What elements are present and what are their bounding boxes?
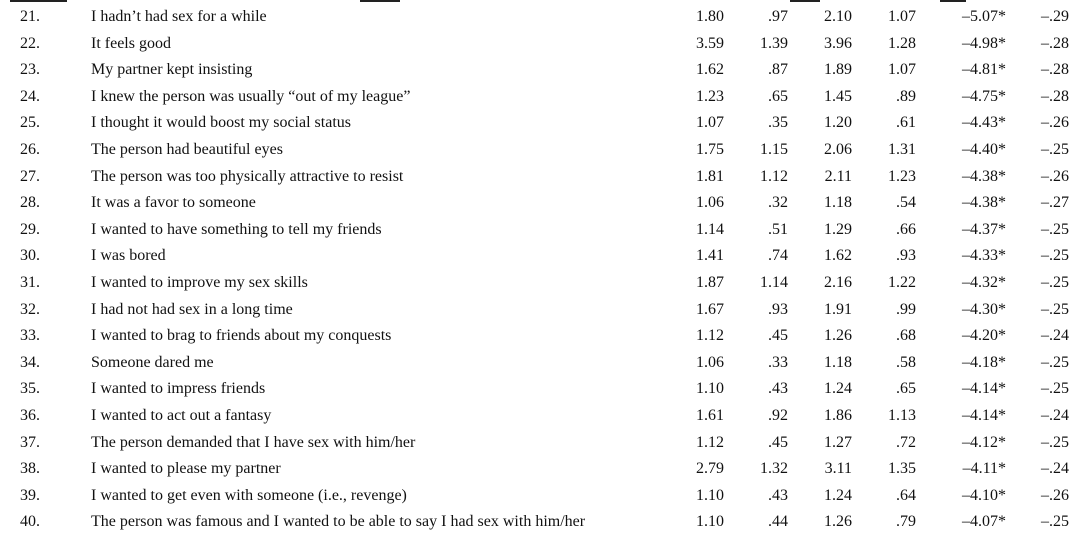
t-value: –4.30* [962,300,1006,318]
sd-2: .54 [896,194,916,212]
mean-1: 1.10 [696,513,724,531]
table-row [0,190,1069,217]
item-number: 36. [20,406,40,424]
effect-size: –.28 [1041,61,1069,79]
mean-2: 1.29 [824,220,852,238]
table-row [0,376,1069,403]
item-text: I knew the person was usually “out of my league” [91,87,411,105]
t-value: –4.12* [962,433,1006,451]
sd-1: .44 [768,513,788,531]
sd-1: .93 [768,300,788,318]
effect-size: –.25 [1041,273,1069,291]
item-number: 32. [20,300,40,318]
mean-1: 1.23 [696,87,724,105]
effect-size: –.25 [1041,300,1069,318]
sd-2: .79 [896,513,916,531]
effect-size: –.24 [1041,327,1069,345]
item-number: 26. [20,140,40,158]
sd-1: .45 [768,433,788,451]
table-row [0,456,1069,483]
mean-2: 1.24 [824,380,852,398]
sd-2: 1.07 [888,8,916,25]
t-value: –4.18* [962,353,1006,371]
t-value: –4.40* [962,140,1006,158]
table-body [0,4,1069,536]
item-number: 21. [20,8,40,25]
sd-1: 1.32 [760,460,788,478]
mean-1: 1.62 [696,61,724,79]
mean-1: 1.87 [696,273,724,291]
mean-2: 2.06 [824,140,852,158]
sd-1: 1.14 [760,273,788,291]
item-number: 28. [20,194,40,212]
item-number: 22. [20,34,40,52]
mean-1: 2.79 [696,460,724,478]
t-value: –4.10* [962,486,1006,504]
mean-2: 2.16 [824,273,852,291]
sd-1: .97 [768,8,788,25]
mean-1: 1.12 [696,433,724,451]
item-number: 40. [20,513,40,531]
item-text: I hadn’t had sex for a while [91,8,267,25]
sd-2: 1.23 [888,167,916,185]
mean-2: 1.20 [824,114,852,132]
mean-2: 1.27 [824,433,852,451]
sd-2: .89 [896,87,916,105]
item-text: I wanted to get even with someone (i.e., revenge) [91,486,407,504]
mean-2: 1.45 [824,87,852,105]
effect-size: –.29 [1041,8,1069,25]
mean-2: 2.11 [824,167,852,185]
item-number: 38. [20,460,40,478]
table-row [0,217,1069,244]
t-value: –4.37* [962,220,1006,238]
sd-2: 1.28 [888,34,916,52]
table-row [0,243,1069,270]
t-value: –4.81* [962,61,1006,79]
table-row [0,509,1069,536]
t-value: –4.07* [962,513,1006,531]
sd-2: .72 [896,433,916,451]
effect-size: –.25 [1041,513,1069,531]
mean-1: 1.10 [696,486,724,504]
mean-2: 3.96 [824,34,852,52]
item-number: 29. [20,220,40,238]
effect-size: –.24 [1041,406,1069,424]
table-row [0,403,1069,430]
t-value: –4.38* [962,167,1006,185]
effect-size: –.24 [1041,460,1069,478]
item-text: I had not had sex in a long time [91,300,293,318]
effect-size: –.26 [1041,167,1069,185]
mean-1: 3.59 [696,34,724,52]
sd-1: .45 [768,327,788,345]
sd-1: .43 [768,486,788,504]
mean-1: 1.06 [696,353,724,371]
top-rule-fragments [0,0,1091,2]
effect-size: –.25 [1041,353,1069,371]
sd-1: .32 [768,194,788,212]
item-text: I wanted to act out a fantasy [91,406,272,424]
table-row [0,57,1069,84]
mean-2: 1.26 [824,513,852,531]
item-text: I wanted to please my partner [91,460,281,478]
table-row [0,137,1069,164]
item-text: It was a favor to someone [91,194,256,212]
t-value: –4.98* [962,34,1006,52]
sd-2: 1.07 [888,61,916,79]
t-value: –4.75* [962,87,1006,105]
item-text: I wanted to have something to tell my friends [91,220,382,238]
mean-1: 1.75 [696,140,724,158]
sd-2: 1.13 [888,406,916,424]
item-text: It feels good [91,34,171,52]
table-row [0,297,1069,324]
mean-2: 1.91 [824,300,852,318]
sd-2: .61 [896,114,916,132]
mean-2: 1.86 [824,406,852,424]
mean-2: 1.62 [824,247,852,265]
sd-2: 1.22 [888,273,916,291]
item-text: I wanted to brag to friends about my conquests [91,327,392,345]
table-row [0,164,1069,191]
item-number: 37. [20,433,40,451]
table-row [0,350,1069,377]
item-number: 35. [20,380,40,398]
effect-size: –.25 [1041,247,1069,265]
item-number: 33. [20,327,40,345]
effect-size: –.28 [1041,87,1069,105]
mean-2: 1.18 [824,194,852,212]
mean-2: 1.26 [824,327,852,345]
item-number: 31. [20,273,40,291]
item-text: The person was famous and I wanted to be able to say I had sex with him/her [91,513,586,531]
sd-1: .74 [768,247,788,265]
item-number: 39. [20,486,40,504]
effect-size: –.27 [1041,194,1069,212]
item-number: 24. [20,87,40,105]
mean-2: 1.18 [824,353,852,371]
t-value: –4.38* [962,194,1006,212]
item-text: I wanted to impress friends [91,380,266,398]
item-number: 30. [20,247,40,265]
table-row [0,430,1069,457]
mean-1: 1.41 [696,247,724,265]
sd-1: 1.39 [760,34,788,52]
sd-2: .64 [896,486,916,504]
item-text: Someone dared me [91,353,214,371]
effect-size: –.26 [1041,114,1069,132]
t-value: –4.33* [962,247,1006,265]
item-text: The person demanded that I have sex with him/her [91,433,416,451]
t-value: –4.20* [962,327,1006,345]
item-number: 25. [20,114,40,132]
sd-1: 1.12 [760,167,788,185]
sd-2: .99 [896,300,916,318]
sd-1: .92 [768,406,788,424]
sd-2: .58 [896,353,916,371]
table-row [0,110,1069,137]
table-row [0,4,1069,31]
mean-1: 1.06 [696,194,724,212]
sd-2: .66 [896,220,916,238]
table-row [0,270,1069,297]
t-value: –4.14* [962,380,1006,398]
sd-1: 1.15 [760,140,788,158]
sd-2: .68 [896,327,916,345]
sd-1: .43 [768,380,788,398]
mean-1: 1.81 [696,167,724,185]
mean-2: 3.11 [824,460,852,478]
effect-size: –.28 [1041,34,1069,52]
sd-1: .35 [768,114,788,132]
mean-1: 1.10 [696,380,724,398]
table-row [0,323,1069,350]
sd-2: 1.35 [888,460,916,478]
mean-1: 1.80 [696,8,724,25]
sd-2: .65 [896,380,916,398]
table-row [0,483,1069,510]
sd-1: .87 [768,61,788,79]
item-text: The person was too physically attractive to resist [91,167,404,185]
t-value: –4.14* [962,406,1006,424]
mean-2: 1.89 [824,61,852,79]
mean-1: 1.14 [696,220,724,238]
effect-size: –.25 [1041,220,1069,238]
item-number: 23. [20,61,40,79]
effect-size: –.25 [1041,140,1069,158]
effect-size: –.25 [1041,380,1069,398]
effect-size: –.26 [1041,486,1069,504]
results-table [0,4,1069,536]
item-text: My partner kept insisting [91,61,253,79]
table-row [0,84,1069,111]
t-value: –4.11* [962,460,1006,478]
mean-1: 1.61 [696,406,724,424]
mean-2: 1.24 [824,486,852,504]
item-text: I thought it would boost my social status [91,114,351,132]
sd-2: .93 [896,247,916,265]
item-text: I wanted to improve my sex skills [91,273,308,291]
mean-1: 1.67 [696,300,724,318]
mean-2: 2.10 [824,8,852,25]
sd-1: .65 [768,87,788,105]
sd-1: .33 [768,353,788,371]
sd-2: 1.31 [888,140,916,158]
item-number: 27. [20,167,40,185]
t-value: –4.43* [962,114,1006,132]
item-text: The person had beautiful eyes [91,140,283,158]
sd-1: .51 [768,220,788,238]
item-number: 34. [20,353,40,371]
effect-size: –.25 [1041,433,1069,451]
t-value: –5.07* [962,8,1006,25]
t-value: –4.32* [962,273,1006,291]
table-row [0,31,1069,58]
item-text: I was bored [91,247,166,265]
mean-1: 1.12 [696,327,724,345]
mean-1: 1.07 [696,114,724,132]
